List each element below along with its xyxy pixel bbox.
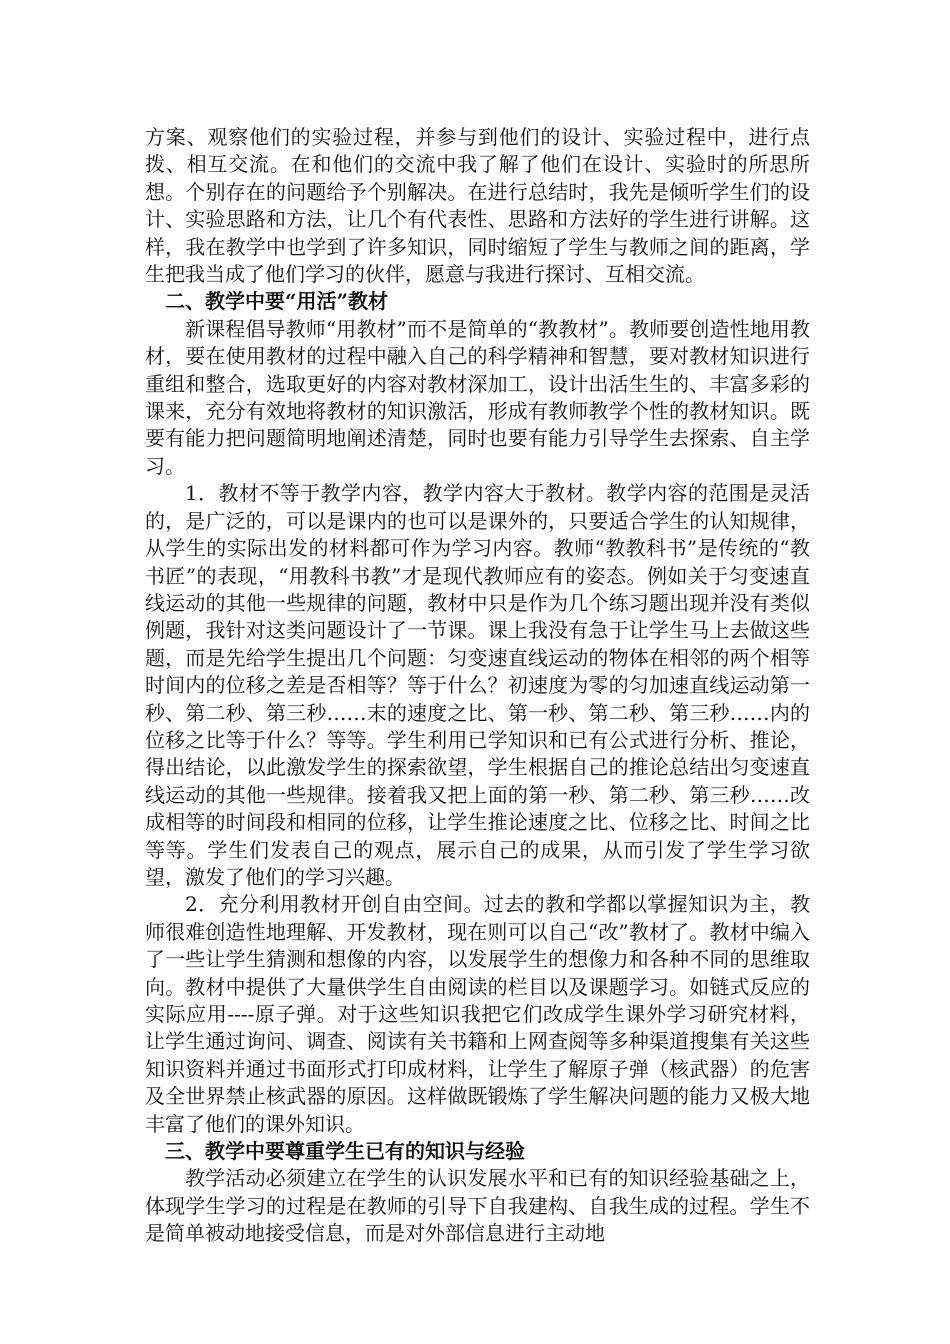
section-heading-3: 三、教学中要尊重学生已有的知识与经验 <box>165 1139 525 1164</box>
document-page <box>145 124 810 1248</box>
paragraph-respect-prior-knowledge: 教学活动必须建立在学生的认识发展水平和已有的知识经验基础之上，体现学生学习的过程是在教师的引导下自我建构、自我生成的过程。学生不是简单被动地接受信息，而是对外部信息进行主动地 <box>145 1166 810 1246</box>
paragraph-continued-from-previous-page: 方案、观察他们的实验过程，并参与到他们的设计、实验过程中，进行点拨、相互交流。在和他们的交流中我了解了他们在设计、实验时的所思所想。个别存在的问题给予个别解决。在进行总结时，我先是倾听学生们的设计、实验思路和方法，让几个有代表性、思路和方法好的学生进行讲解。这样，我在教学中也学到了许多知识，同时缩短了学生与教师之间的距离，学生把我当成了他们学习的伙伴，愿意与我进行探讨、互相交流。 <box>145 125 810 287</box>
paragraph-point-1: 1．教材不等于教学内容，教学内容大于教材。教学内容的范围是灵活的，是广泛的，可以是课内的也可以是课外的，只要适合学生的认知规律，从学生的实际出发的材料都可作为学习内容。教师“教教科书”是传统的“教书匠”的表现，“用教科书教”才是现代教师应有的姿态。例如关于匀变速直线运动的其他一些规律的问题，教材中只是作为几个练习题出现并没有类似例题，我针对这类问题设计了一节课。课上我没有急于让学生马上去做这些题，而是先给学生提出几个问题：匀变速直线运动的物体在相邻的两个相等时间内的位移之差是否相等？等于什么？初速度为零的匀加速直线运动第一秒、第二秒、第三秒……末的速度之比、第一秒、第二秒、第三秒……内的位移之比等于什么？等等。学生利用已学知识和已有公式进行分析、推论，得出结论，以此激发学生的探索欲望，学生根据自己的推论总结出匀变速直线运动的其他一些规律。接着我又把上面的第一秒、第二秒、第三秒……改成相等的时间段和相同的位移，让学生推论速度之比、位移之比、时间之比等等。学生们发表自己的观点，展示自己的成果，从而引发了学生学习欲望，激发了他们的学习兴趣。 <box>145 481 810 889</box>
paragraph-point-2: 2．充分利用教材开创自由空间。过去的教和学都以掌握知识为主，教师很难创造性地理解、开发教材，现在则可以自己“改”教材了。教材中编入了一些让学生猜测和想像的内容，以发展学生的想像力和各种不同的思维取向。教材中提供了大量供学生自由阅读的栏目以及课题学习。如链式反应的实际应用----原子弹。对于这些知识我把它们改成学生课外学习研究材料，让学生通过询问、调查、阅读有关书籍和上网查阅等多种渠道搜集有关这些知识资料并通过书面形式打印成材料，让学生了解原子弹（核武器）的危害及全世界禁止核武器的原因。这样做既锻炼了学生解决问题的能力又极大地丰富了他们的课外知识。 <box>145 892 810 1136</box>
section-heading-2: 二、教学中要“用活”教材 <box>165 289 389 314</box>
paragraph-use-textbook-flexibly: 新课程倡导教师“用教材”而不是简单的“教教材”。教师要创造性地用教材，要在使用教材的过程中融入自己的科学精神和智慧，要对教材知识进行重组和整合，选取更好的内容对教材深加工，设计出活生生的、丰富多彩的课来，充分有效地将教材的知识激活，形成有教师教学个性的教材知识。既要有能力把问题简明地阐述清楚，同时也要有能力引导学生去探索、自主学习。 <box>145 316 810 478</box>
